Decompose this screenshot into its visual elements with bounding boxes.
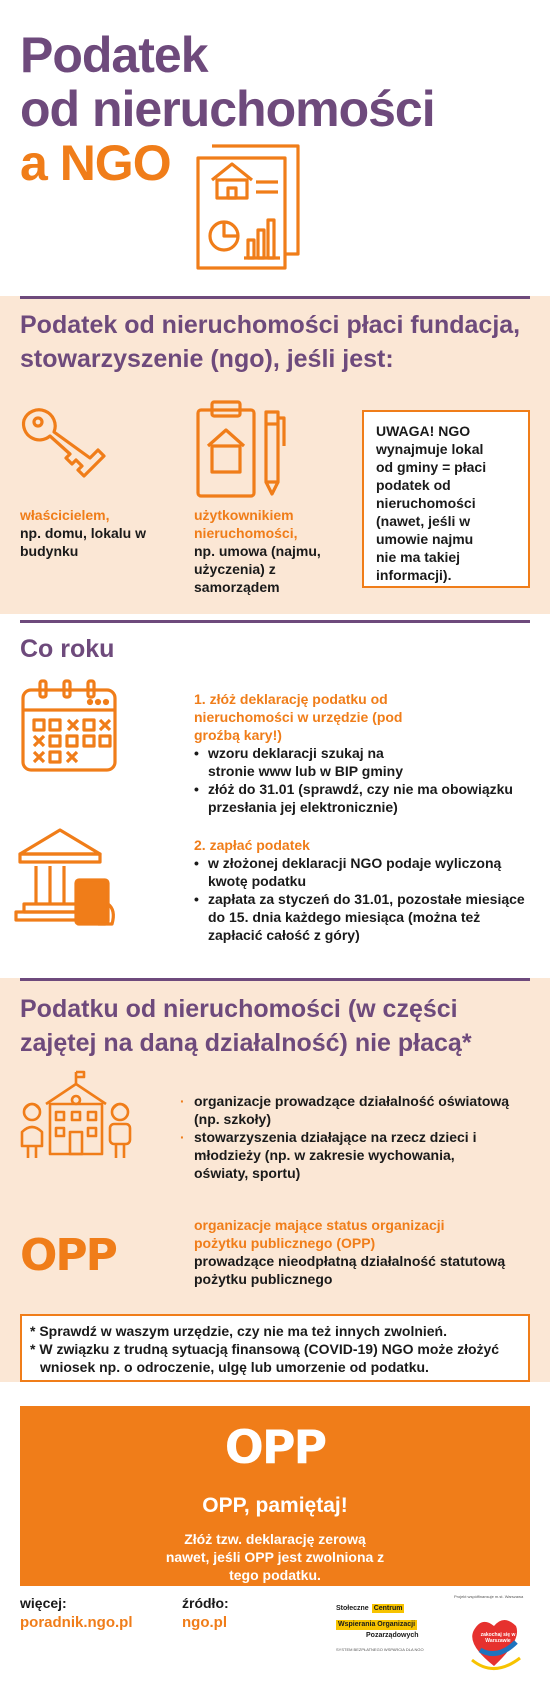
warsaw-logo bbox=[466, 1610, 526, 1676]
list-item: • złóż do 31.01 (sprawdź, czy nie ma obowiązku przesłania jej elektronicznie) bbox=[194, 780, 534, 816]
yearly-heading: Co roku bbox=[20, 635, 115, 663]
warning-box bbox=[362, 410, 530, 588]
step1-title-text: 1. złóż deklarację podatku od nieruchomości w urzędzie (pod groźbą kary!) bbox=[194, 691, 403, 743]
school-children-icon bbox=[18, 1070, 134, 1160]
list-item: · stowarzyszenia działające na rzecz dzieci i młodzieży (np. w zakresie wychowania, oświaty, sportu) bbox=[180, 1128, 490, 1182]
user-item bbox=[194, 506, 364, 596]
centrum-logo-line-3: Wspierania Organizacji bbox=[338, 1621, 416, 1628]
step2-list bbox=[194, 854, 538, 944]
banner-heading: OPP, pamiętaj! bbox=[202, 1494, 348, 1517]
step2-title bbox=[194, 836, 310, 854]
owner-label: właścicielem, bbox=[20, 507, 110, 523]
note-1: * Sprawdź w waszym urzędzie, czy nie ma też innych zwolnień. bbox=[30, 1323, 447, 1339]
who-pays-heading: Podatek od nieruchomości płaci fundacja, stowarzyszenie (ngo), jeśli jest: bbox=[20, 311, 521, 373]
section-divider bbox=[20, 620, 530, 623]
opp-banner bbox=[20, 1406, 530, 1586]
centrum-logo-line-4: Pozarządowych bbox=[366, 1632, 419, 1639]
section-divider bbox=[20, 978, 530, 981]
edu-list bbox=[180, 1092, 520, 1182]
user-desc: np. umowa (najmu, użyczenia) z samorządem bbox=[194, 543, 321, 595]
centrum-logo-line-1: Stołeczne bbox=[336, 1605, 369, 1612]
list-item: • zapłata za styczeń do 31.01, pozostałe miesiące do 15. dnia każdego miesiąca (można też zapłacić całość z góry) bbox=[194, 890, 538, 944]
centrum-logo bbox=[336, 1604, 436, 1653]
source-label: źródło: bbox=[182, 1595, 229, 1611]
warsaw-logo-text: zakochaj się w Warszawie bbox=[480, 1632, 516, 1644]
step2-title-text: 2. zapłać podatek bbox=[194, 837, 310, 853]
opp-desc bbox=[194, 1216, 524, 1288]
exempt-heading: Podatku od nieruchomości (w części zajętej na daną działalność) nie płacą* bbox=[20, 995, 472, 1057]
owner-item bbox=[20, 506, 180, 560]
centrum-logo-line-2: Centrum bbox=[373, 1605, 403, 1612]
calendar-icon bbox=[20, 678, 118, 774]
owner-desc: np. domu, lokalu w budynku bbox=[20, 525, 146, 559]
document-chart-icon bbox=[190, 140, 320, 275]
opp-orange-text: organizacje mające status organizacji pożytku publicznego (OPP) bbox=[194, 1217, 445, 1251]
warsaw-caption: Projekt współfinansuje m.st. Warszawa bbox=[454, 1594, 524, 1599]
warning-text: UWAGA! NGO wynajmuje lokal od gminy = płaci podatek od nieruchomości (nawet, jeśli w umowie najmu nie ma takiej informacji). bbox=[376, 423, 487, 583]
list-item: · organizacje prowadzące działalność oświatową (np. szkoły) bbox=[180, 1092, 510, 1128]
banner-logo: OPP bbox=[224, 1420, 326, 1474]
more-link[interactable]: poradnik.ngo.pl bbox=[20, 1614, 133, 1631]
more-label: więcej: bbox=[20, 1595, 67, 1611]
banner-text: Złóż tzw. deklarację zerową nawet, jeśli OPP jest zwolniona z tego podatku. bbox=[165, 1531, 385, 1583]
list-item: • wzoru deklaracji szukaj na stronie www lub w BIP gminy bbox=[194, 744, 424, 780]
source-link[interactable]: ngo.pl bbox=[182, 1614, 227, 1631]
opp-logo: OPP bbox=[20, 1230, 116, 1281]
bank-card-icon bbox=[14, 824, 118, 930]
notes-box bbox=[20, 1314, 530, 1382]
section-divider bbox=[20, 296, 530, 299]
clipboard-house-icon bbox=[194, 398, 290, 500]
opp-black-text: prowadzące nieodpłatną działalność statutową pożytku publicznego bbox=[194, 1253, 506, 1287]
key-icon bbox=[18, 402, 108, 482]
centrum-logo-caption: SYSTEM BEZPŁATNEGO WSPARCIA DLA NGO bbox=[336, 1647, 424, 1652]
step1-title bbox=[194, 690, 424, 744]
title-line-1: Podatek bbox=[20, 27, 208, 83]
list-item: • w złożonej deklaracji NGO podaje wyliczoną kwotę podatku bbox=[194, 854, 514, 890]
title-line-2: od nieruchomości bbox=[20, 81, 435, 137]
step1-list bbox=[194, 744, 534, 816]
title-line-3: a NGO bbox=[20, 135, 171, 191]
user-label: użytkownikiem nieruchomości, bbox=[194, 507, 298, 541]
note-2: * W związku z trudną sytuacją finansową (COVID-19) NGO może złożyć wniosek np. o odroczenie, ulgę lub umorzenie od podatku. bbox=[30, 1341, 500, 1375]
